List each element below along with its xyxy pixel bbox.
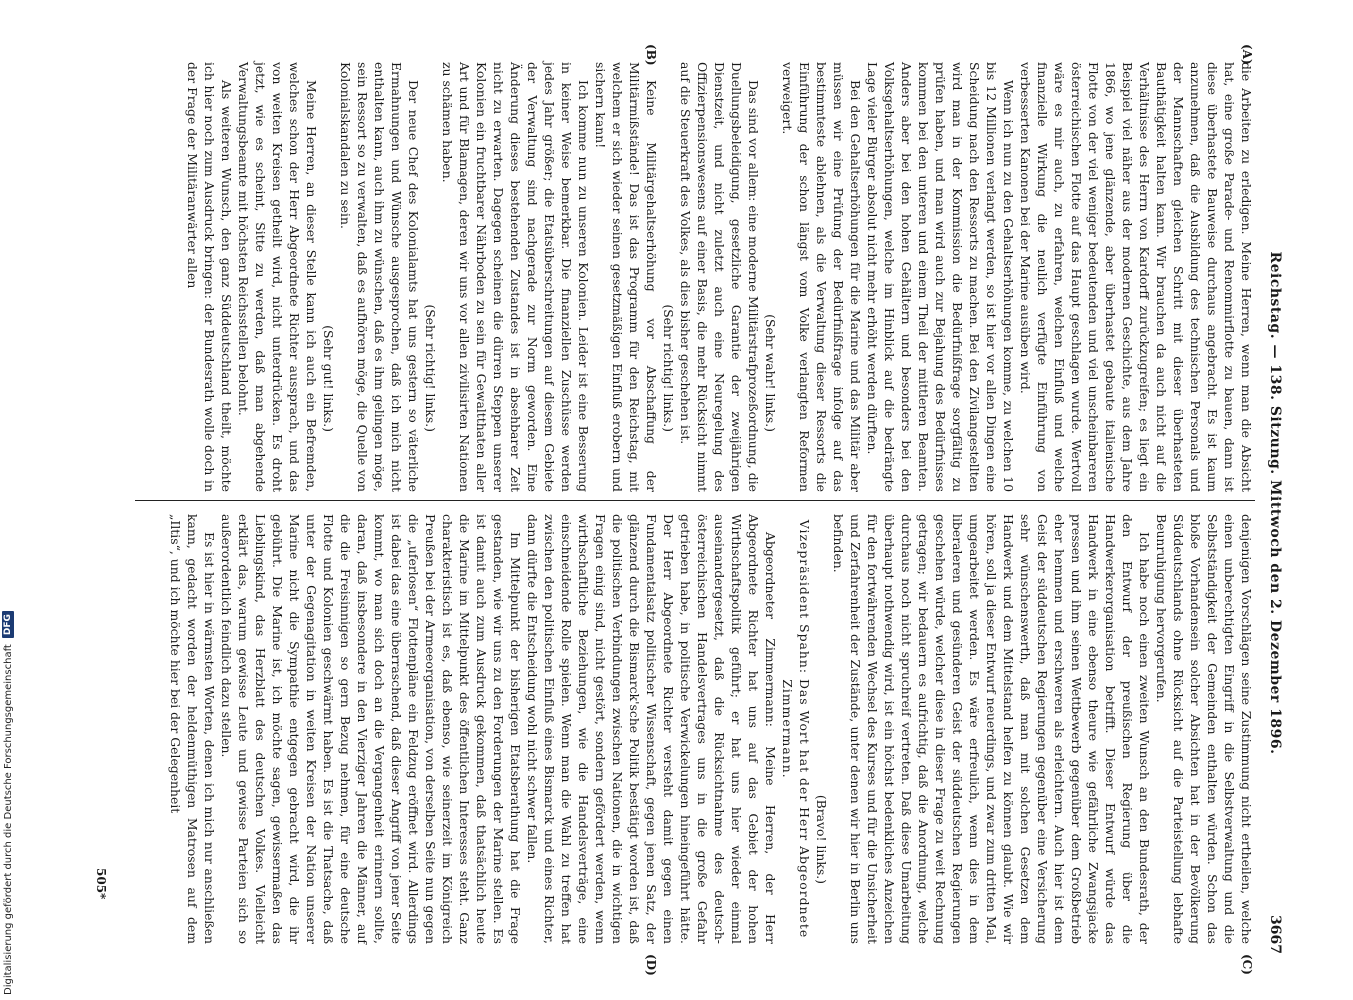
paragraph: Im Mittelpunkt der bisherigen Etatsberathung hat die Frage gestanden, wie wir uns zu den Forderungen der Marine stellen. Es ist damit auch zum Ausdruck gekommen, daß thatsächlich heute die Marine im Mittelpunkt des öffentlichen Interesses steht. Ganz charakteristisch ist es, daß ebenso, wie seinerzeit im Königreich Preußen bei der Armeeorganisation, von derselben Seite nun gegen die „uferlosen“ Flottenpläne ein Feldzug eröffnet wird. Allerdings ist dabei das eine überraschend, daß dieser Angriff von jener Seite kommt, wo man sich doch an die Vergangenheit erinnern sollte, daran, daß insbesondere in den Vierziger Jahren die Männer, auf die die Freisinnigen so gern Bezug nehmen, für eine deutsche Flotte und Kolonien geschwärmt haben. Es ist die Thatsache, daß unter der Gegenagitation in weiten Kreisen der Nation unserer Marine nicht die Sympathie entgegen gebracht wird, die ihr gebührt. Die Marine ist, ich möchte sagen, gewissermaßen das Lieblingskind, das Herzblatt des deutschen Volkes. Vielleicht erklärt das, warum gewisse Leute und gewisse Parteien sich so außerordentlich feindlich dazu stellen.: [219, 514, 523, 944]
paragraph: Bei den Gehaltserhöhungen für die Marine und das Militär aber müssen wir eine Prüfung der Bedürfnißfrage infolge auf das bestimmteste ablehnen, als die Verwaltung dieser Ressorts die Einführung der schon längst vom Volke verlangten Reformen verweigert.: [780, 62, 863, 492]
paragraph: Der neue Chef des Kolonialamts hat uns gestern so väterliche Ermahnungen und Wünsche ausgesprochen, daß ich mich nicht enthalten kann, auch ihm zu wünschen, daß es ihm gelingen möge, sein Ressort so zu verwalten, daß es aufhören möge, die Quelle von Kolonialskandalen zu sein.: [338, 62, 421, 492]
paragraph: Ich komme nun zu unseren Kolonien. Leider ist eine Besserung in keiner Weise bemerkbar. Die finanziellen Zuschüsse werden jedes Jahr größer; die Etatsüberschreitungen auf diesem Gebiete der Verwaltung sind nachgerade zur Norm geworden. Eine Änderung dieses bestehenden Zustandes ist in absehbarer Zeit nicht zu erwarten. Dagegen scheinen die dürren Steppen unserer Kolonien ein fruchtbarer Nährboden zu sein für Gewaltthaten aller Art und für Blamagen, deren wir uns vor allen zivilisirten Nationen zu schämen haben.: [440, 62, 591, 492]
dfg-logo: DFG: [2, 611, 14, 638]
audience-reaction: (Sehr gut! links.): [321, 325, 336, 432]
margin-marker-a: (A): [1240, 44, 1254, 65]
paragraph: Keine Militärgehaltserhöhung vor Abschaffung der Militärmißstände! Das ist das Programm für den Reichstag, mit welchem er sich wieder seinen gesetzmäßigen Einfluß erobern und sichern kann!: [593, 62, 659, 492]
page-title: Reichstag. — 138. Sitzung. Mittwoch den 2. Dezember 1896.: [1267, 251, 1283, 755]
paragraph: Das sind vor allem: eine moderne Militärstrafprozeßordnung, die Duellungsbeleidigung, gesetzliche Garantie der zweijährigen Dienstzeit, und nicht zuletzt auch eine Neuregelung des Offizierpensionswesens auf einer Basis, die mehr Rücksicht nimmt auf die Steuerkraft des Volkes, als dies bisher geschehen ist.: [678, 62, 761, 492]
paragraph: denjenigen Vorschlägen seine Zustimmung nicht ertheilen, welche einen unberechtigten Eingriff in die Selbstverwaltung und die Selbstständigkeit der Gemeinden enthalten würden. Schon das bloße Vorhandensein solcher Absichten hat in der Bevölkerung Süddeutschlands ohne Rücksicht auf die Parteistellung lebhafte Beunruhigung hervorgerufen.: [1154, 514, 1254, 944]
digitization-credit: [2, 611, 14, 995]
margin-marker-d: (D): [644, 954, 658, 976]
paragraph: Wenn ich nun zu den Gehaltserhöhungen komme, zu welchen 10 bis 12 Millionen verlangt werden, so ist hier vor allen Dingen eine Scheidung nach den Ressorts zu machen. Bei den Zivilangestellten wird man in der Kommission die Bedürfnißfrage sorgfältig zu prüfen haben, und man wird auch zur Bejahung des Bedürfnisses kommen bei den unteren und einem Theil der mittleren Beamten. Anders aber bei den hohen Gehältern und besonders bei den Volksgehaltserhöhungen, welche im Hinblick auf die bedrängte Lage vieler Bürger absolut nicht mehr erhöht werden dürften.: [865, 62, 1016, 492]
paragraph: Meine Herren, an dieser Stelle kann ich auch ein Befremden, welches schon der Herr Abgeordnete Richter aussprach, und das von weiten Kreisen getheilt wird, nicht unterdrücken. Es droht jetzt, wie es scheint, Sitte zu werden, daß man abgehende Verwaltungsbeamte mit höchsten Reichsstellen belohnt.: [236, 62, 319, 492]
left-column: [184, 62, 1255, 492]
paragraph: die Arbeiten zu erledigen. Meine Herren, wenn man die Absicht hat, eine große Parade- und Renommirflotte zu bauen, dann ist diese überhastete Bauweise durchaus angebracht. Es ist kaum anzunehmen, daß die Ausbildung des technischen Personals und der Mannschaften gleichen Schritt mit dieser überhasteten Bauthätigkeit halten kann. Wir brauchen da auch nicht auf die Verhältnisse des Herrn von Kardorff zurückzugreifen; es liegt ein Beispiel viel näher aus der modernen Geschichte, aus dem Jahre 1866, wo jene glänzende, aber überhastet gebaute italienische Flotte von der viel weniger bedeutenden und viel unscheinbareren österreichischen Flotte auf das Haupt geschlagen wurde. Wertvoll wäre es mir auch, zu erfahren, welchen Einfluß und welche finanzielle Wirkung die neulich verfügte Einführung von verbesserten Kanonen bei der Marine ausüben wird.: [1018, 62, 1254, 492]
audience-reaction: (Sehr richtig! links.): [661, 304, 676, 432]
signature-mark: 505*: [94, 868, 108, 900]
audience-reaction: (Sehr richtig! links.): [423, 304, 438, 432]
page-number: 3667: [1267, 915, 1283, 954]
paragraph: Ich habe noch einen zweiten Wunsch an den Bundesrath, der den Entwurf der preußischen Regierung über die Handwerkerorganisation betrifft. Dieser Entwurf würde das Handwerk in eine ebenso theure wie gefährliche Zwangsjacke pressen und ihm seinen Wettbewerb gegenüber dem Großbetrieb eher hemmen und erschweren als erleichtern. Auch hier ist dem Geist der süddeutschen Regierungen gegenüber eine Versicherung sehr wünschenswerth, daß man mit solchen Gesetzen dem Handwerk und dem Mittelstand helfen zu können glaubt. Wie wir hören, soll ja dieser Entwurf neuerdings, und zwar zum dritten Mal, umgearbeitet werden. Es wäre erfreulich, wenn dies in dem liberaleren und gesünderen Geist der süddeutschen Regierungen geschehen würde, welcher diese in dieser Frage zu weit Rechnung getragen; wir bedauern es aufrichtig, daß die Anordnung, welche durchaus noch nicht spruchreif vertreten. Daß diese Umarbeitung überhaupt nothwendig wird, ist ein höchst bedenkliches Anzeichen für den fortwährenden Wechsel des Kurses und für die Unsicherheit und Zerfahrenheit der Zustände, unter denen wir hier in Berlin uns befinden.: [831, 514, 1152, 944]
credit-text: Digitalisierung gefördert durch die Deutsche Forschungsgemeinschaft: [2, 644, 14, 995]
paragraph: Als weiteren Wunsch, den ganz Süddeutschland theilt, möchte ich hier noch zum Ausdruck bringen: der Bundesrath wolle doch in der Frage der Militäranwärter allen: [185, 62, 234, 492]
rotated-newspaper-page: [45, 44, 1285, 976]
paragraph: Abgeordneter Zimmermann: Meine Herren, der Herr Abgeordnete Richter hat uns auf das Gebiet der hohen Wirthschaftspolitik geführt; er hat uns hier wieder einmal auseinandergesetzt, daß die Rücksichtnahme des deutsch-österreichischen Handelsvertrages uns in die große Gefahr getrieben habe, in politische Verwickelungen hineingeführt hätte. Der Herr Abgeordnete Richter versteht damit gegen einen Fundamentalsatz politischer Wissenschaft, gegen jenen Satz, der glänzend durch die Bismarck'sche Politik bestätigt worden ist, daß die politischen Verbindungen zwischen Nationen, die in wichtigen Fragen einig sind, nicht gestört, sondern gefördert werden, wenn wirthschaftliche Beziehungen, wie die Handelsverträge, eine einschneidende Rolle spielen. Wenn man die Wahl zu treffen hat zwischen den politischen Einfluß eines Bismarck und eines Richter, dann dürfte die Entscheidung wohl nicht schwer fallen.: [525, 514, 778, 944]
paragraph: Es ist hier in wärmsten Worten, denen ich mich nur anschließen kann, gedacht worden der heldenmüthigen Matrosen auf dem „Iltis“, und ich möchte hier bei der Gelegenheit: [168, 514, 217, 944]
margin-marker-b: (B): [644, 44, 658, 66]
margin-marker-c: (C): [1240, 954, 1254, 975]
running-head: [1261, 48, 1285, 958]
column-divider: [135, 500, 1255, 501]
audience-reaction: (Sehr wahr! links.): [763, 314, 778, 432]
audience-reaction: (Bravo! links.): [814, 794, 829, 884]
right-column: [167, 514, 1255, 944]
speaker-announcement: Vizepräsident Spahn: Das Wort hat der Herr Abgeordnete Zimmermann.: [780, 519, 812, 939]
